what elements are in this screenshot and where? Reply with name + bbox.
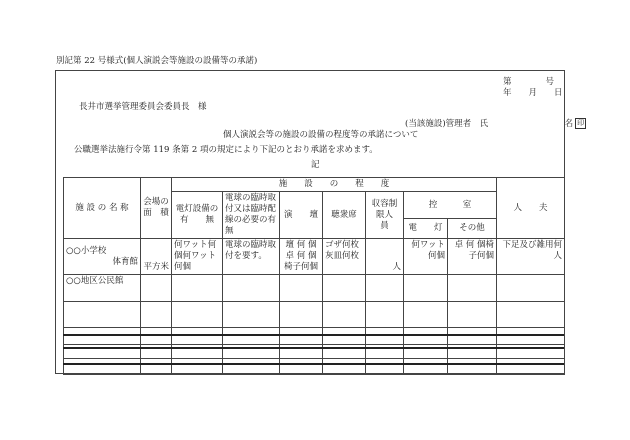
header-facility-name: 施 設 の 名 称 [64, 178, 141, 239]
header-stage: 演 壇 [280, 192, 323, 239]
facility-table [63, 177, 571, 375]
header-other: その他 [448, 219, 497, 239]
header-audience: 聴衆席 [323, 192, 366, 239]
table-row [64, 275, 565, 302]
ki-label: 記 [311, 160, 320, 170]
temp-power-cell: 電球の臨時取付を要す。 [223, 239, 280, 275]
body-text: 公職選挙法施行令第 119 条第 2 項の規定により下記のとおり承諾を求めます。 [74, 145, 378, 155]
header-staff: 人 夫 [497, 178, 565, 239]
header-green-room: 控 室 [404, 192, 497, 219]
table-divider-line [63, 334, 564, 336]
table-row [64, 359, 565, 375]
facility-name-cell [64, 239, 141, 275]
audience-cell: ゴザ何枚灰皿何枚 [323, 239, 366, 275]
facility-subname: 体育館 [112, 256, 138, 267]
header-temp-power: 電球の臨時取付又は臨時配線の必要の有無 [223, 192, 280, 239]
table-row [64, 239, 565, 275]
document-date: 年 月 日 [503, 88, 563, 98]
manager-signature [405, 118, 586, 129]
header-level: 施 設 の 程 度 [172, 178, 497, 192]
electric-cell: 何ワット何個何ワット何個 [172, 239, 223, 275]
facility-name: ○○小学校 [66, 245, 107, 256]
table-row [64, 328, 565, 345]
other-cell: 卓 何 個椅子何個 [448, 239, 497, 275]
table-bottom-line [63, 363, 564, 365]
header-area: 会場の面 積 [141, 178, 172, 239]
manager-label: (当該施設)管理者 氏 名 [405, 119, 574, 129]
table-row [64, 302, 565, 328]
form-title: 別記第 22 号様式(個人演説会等施設の設備等の承諾) [56, 56, 258, 66]
seal-icon: 印 [577, 119, 585, 127]
addressee: 長井市選挙管理委員会委員長 様 [79, 102, 207, 112]
header-electric: 電灯設備の有 無 [172, 192, 223, 239]
table-divider-line [63, 347, 564, 349]
capacity-cell: 人 [366, 239, 404, 275]
area-cell: 平方米 [141, 239, 172, 275]
stage-cell: 壇 何 個卓 何 個椅子何個 [280, 239, 323, 275]
document-number: 第 号 [503, 77, 555, 87]
facility-name-cell: ○○地区公民館 [64, 275, 141, 302]
document-title: 個人演説会等の施設の設備の程度等の承諾について [223, 130, 419, 140]
lamp-cell: 何ワット何個 [404, 239, 448, 275]
staff-cell: 下足及び雑用何 人 [497, 239, 565, 275]
header-capacity: 収容制限人 員 [366, 192, 404, 239]
header-lamp: 電 灯 [404, 219, 448, 239]
